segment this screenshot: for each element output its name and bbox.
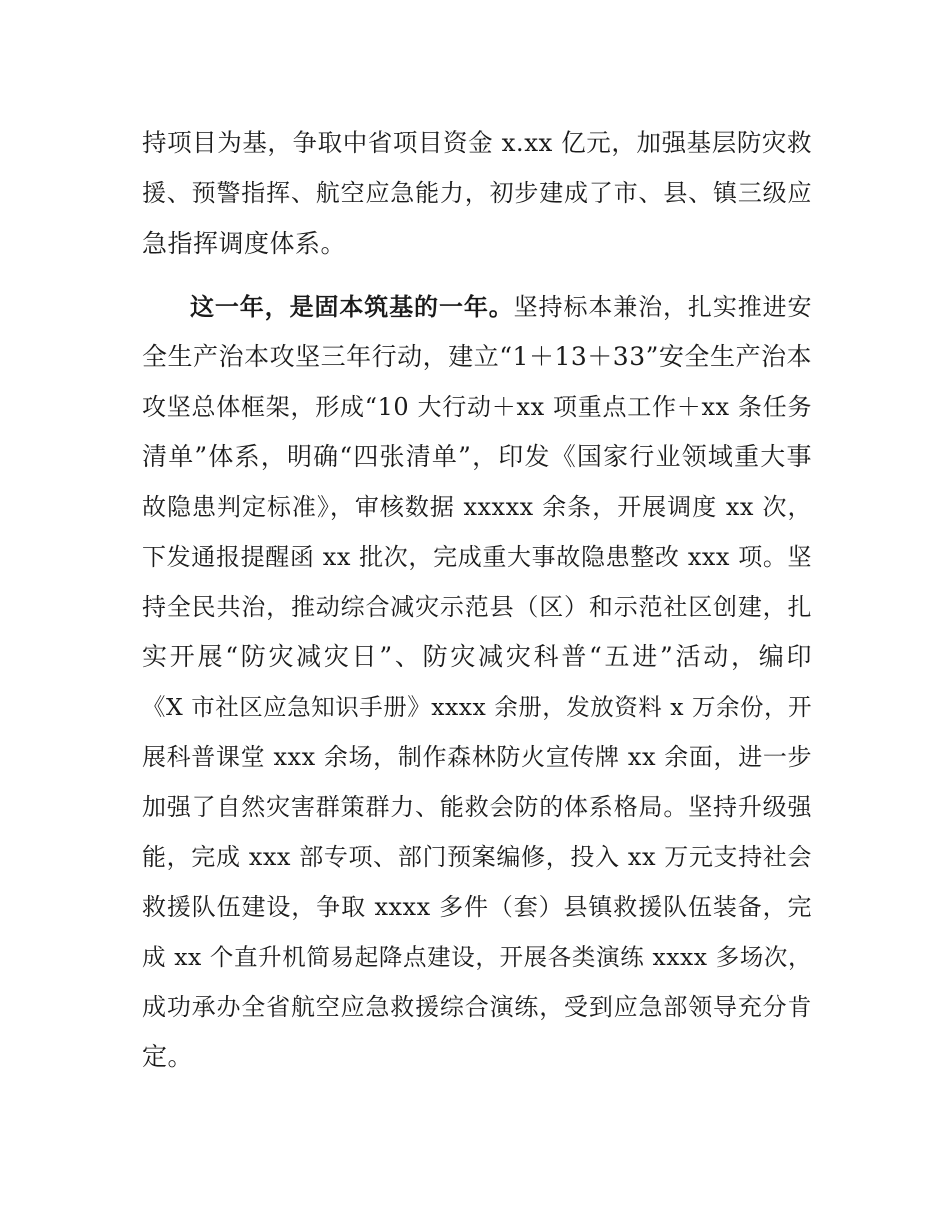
paragraph-2-line-12: 能，完成 xxx 部专项、部门预案编修，投入 xx 万元支持社会: [142, 843, 812, 871]
paragraph-2-line-10: 展科普课堂 xxx 余场，制作森林防火宣传牌 xx 余面，进一步: [142, 743, 812, 771]
paragraph-2-line-2: 全生产治本攻坚三年行动，建立“1＋13＋33”安全生产治本: [142, 342, 812, 371]
paragraph-2-line-14: 成 xx 个直升机简易起降点建设，开展各类演练 xxxx 多场次，: [142, 943, 812, 971]
paragraph-2-line-13: 救援队伍建设，争取 xxxx 多件（套）县镇救援队伍装备，完: [142, 893, 812, 921]
paragraph-2-line-1: [190, 292, 812, 322]
paragraph-1-line-2: 援、预警指挥、航空应急能力，初步建成了市、县、镇三级应: [142, 179, 812, 207]
paragraph-2-line-9: 《X 市社区应急知识手册》xxxx 余册，发放资料 x 万余份，开: [142, 693, 813, 721]
paragraph-2-lead: 这一年，是固本筑基的一年。: [190, 292, 514, 321]
paragraph-2-line-5: 故隐患判定标准》，审核数据 xxxxx 余条，开展调度 xx 次，: [142, 493, 812, 521]
paragraph-2-line-3: 攻坚总体框架，形成“10 大行动＋xx 项重点工作＋xx 条任务: [142, 393, 812, 421]
paragraph-2-line-6: 下发通报提醒函 xx 批次，完成重大事故隐患整改 xxx 项。坚: [142, 543, 812, 571]
paragraph-2-line-15: 成功承办全省航空应急救援综合演练，受到应急部领导充分肯: [142, 993, 812, 1021]
paragraph-2-line-7: 持全民共治，推动综合减灾示范县（区）和示范社区创建，扎: [142, 593, 812, 621]
paragraph-2-line-11: 加强了自然灾害群策群力、能救会防的体系格局。坚持升级强: [142, 793, 812, 821]
paragraph-2-line-8: 实开展“防灾减灾日”、防灾减灾科普“五进”活动，编印: [142, 642, 812, 671]
paragraph-2-line-16: 定。: [142, 1042, 194, 1071]
paragraph-1-line-3: 急指挥调度体系。: [142, 229, 347, 258]
paragraph-2-line-4: 清单”体系，明确“四张清单”，印发《国家行业领域重大事: [142, 442, 812, 471]
paragraph-2-first-line-rest: 坚持标本兼治，扎实推进安: [513, 293, 813, 321]
paragraph-1-line-1: 持项目为基，争取中省项目资金 x.xx 亿元，加强基层防灾救: [142, 128, 812, 157]
